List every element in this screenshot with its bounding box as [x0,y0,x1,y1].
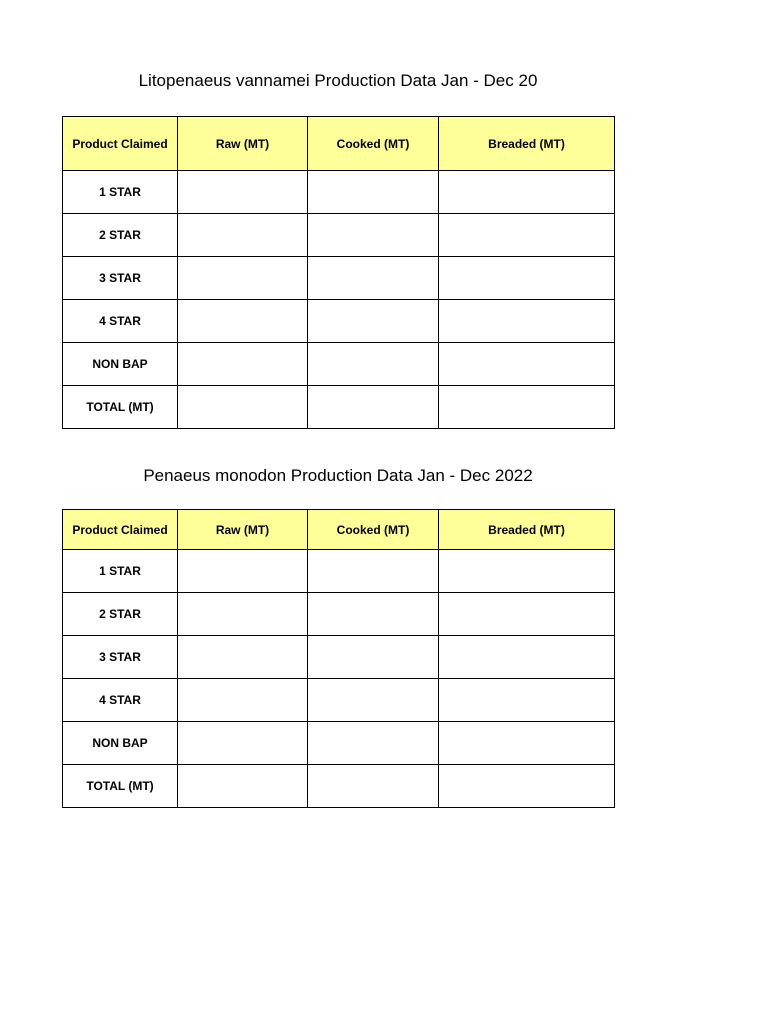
table-row [63,343,615,386]
section-title-monodon [62,465,614,487]
table-row [63,171,615,214]
row-label: NON BAP [63,722,178,765]
table-row-total [63,386,615,429]
row-label: TOTAL (MT) [63,386,178,429]
header-cooked: Cooked (MT) [308,510,439,550]
cooked-cell[interactable] [308,386,439,429]
breaded-cell[interactable] [439,257,615,300]
raw-cell[interactable] [178,214,308,257]
raw-cell[interactable] [178,550,308,593]
table-row [63,593,615,636]
production-table-monodon [62,509,615,808]
breaded-cell[interactable] [439,550,615,593]
section-title-text: Penaeus monodon Production Data Jan - Dec 2022 [143,466,533,485]
production-table-vannamei [62,116,615,429]
table-row [63,550,615,593]
header-product-claimed: Product Claimed [63,510,178,550]
raw-cell[interactable] [178,171,308,214]
cooked-cell[interactable] [308,722,439,765]
row-label: 3 STAR [63,636,178,679]
table-row-total [63,765,615,808]
breaded-cell[interactable] [439,386,615,429]
header-product-claimed: Product Claimed [63,117,178,171]
row-label: 1 STAR [63,550,178,593]
cooked-cell[interactable] [308,214,439,257]
raw-cell[interactable] [178,636,308,679]
row-label: 4 STAR [63,300,178,343]
row-label: 1 STAR [63,171,178,214]
table-row [63,300,615,343]
cooked-cell[interactable] [308,343,439,386]
row-label: NON BAP [63,343,178,386]
cooked-cell[interactable] [308,300,439,343]
cooked-cell[interactable] [308,765,439,808]
table-header-row [63,510,615,550]
row-label: 4 STAR [63,679,178,722]
table-row [63,214,615,257]
cooked-cell[interactable] [308,636,439,679]
table-header-row [63,117,615,171]
table-row [63,257,615,300]
cooked-cell[interactable] [308,679,439,722]
header-breaded: Breaded (MT) [439,510,615,550]
raw-cell[interactable] [178,300,308,343]
row-label: 2 STAR [63,593,178,636]
breaded-cell[interactable] [439,171,615,214]
cooked-cell[interactable] [308,593,439,636]
row-label: TOTAL (MT) [63,765,178,808]
row-label: 3 STAR [63,257,178,300]
breaded-cell[interactable] [439,214,615,257]
breaded-cell[interactable] [439,593,615,636]
raw-cell[interactable] [178,343,308,386]
breaded-cell[interactable] [439,300,615,343]
raw-cell[interactable] [178,593,308,636]
raw-cell[interactable] [178,765,308,808]
table-row [63,636,615,679]
breaded-cell[interactable] [439,679,615,722]
header-breaded: Breaded (MT) [439,117,615,171]
cooked-cell[interactable] [308,550,439,593]
cooked-cell[interactable] [308,257,439,300]
breaded-cell[interactable] [439,636,615,679]
breaded-cell[interactable] [439,722,615,765]
raw-cell[interactable] [178,679,308,722]
raw-cell[interactable] [178,386,308,429]
table-row [63,722,615,765]
section-title-vannamei [62,70,614,92]
breaded-cell[interactable] [439,765,615,808]
header-raw: Raw (MT) [178,510,308,550]
cooked-cell[interactable] [308,171,439,214]
raw-cell[interactable] [178,257,308,300]
section-title-text: Litopenaeus vannamei Production Data Jan - Dec 20 [138,71,538,90]
raw-cell[interactable] [178,722,308,765]
row-label: 2 STAR [63,214,178,257]
table-row [63,679,615,722]
header-raw: Raw (MT) [178,117,308,171]
header-cooked: Cooked (MT) [308,117,439,171]
breaded-cell[interactable] [439,343,615,386]
